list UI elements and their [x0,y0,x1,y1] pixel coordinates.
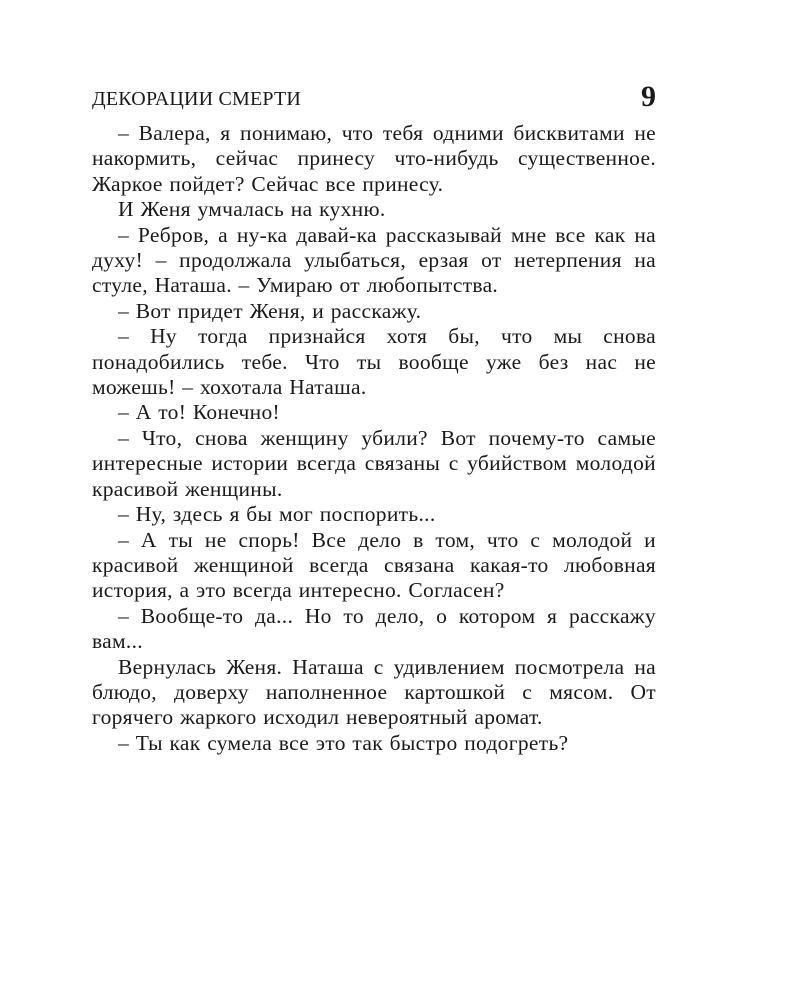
running-head [92,80,656,116]
paragraph: И Женя умчалась на кухню. [118,197,386,222]
running-title: ДЕКОРАЦИИ СМЕРТИ [92,88,302,110]
paragraph: – Вообще-то да... Но то дело, о котором я расскажу вам... [92,603,656,654]
page-number: 9 [641,80,656,113]
paragraph: – Вот придет Женя, и расскажу. [118,298,422,323]
paragraph: – Ребров, а ну-ка давай-ка рассказывай мне все как на духу! – продолжала улыбаться, ерзая от нетерпения на стуле, Наташа. – Умираю от любопытства. [92,222,656,298]
paragraph: – Что, снова женщину убили? Вот почему-то самые интересные истории всегда связаны с убийством молодой красивой женщины. [92,425,656,501]
body-text [92,121,656,756]
paragraph: – Ты как сумела все это так быстро подогреть? [118,730,569,755]
paragraph: – Ну тогда признайся хотя бы, что мы снова понадобились тебе. Что ты вообще уже без нас не можешь! – хохотала Наташа. [92,324,656,400]
paragraph: – А ты не спорь! Все дело в том, что с молодой и красивой женщиной всегда связана какая-то любовная история, а это всегда интересно. Согласен? [92,527,656,603]
paragraph: – Валера, я понимаю, что тебя одними бисквитами не накормить, сейчас принесу что-нибудь существенное. Жаркое пойдет? Сейчас все принесу. [92,121,656,196]
paragraph: Вернулась Женя. Наташа с удивлением посмотрела на блюдо, доверху наполненное картошкой с мясом. От горячего жаркого исходил невероятный аромат. [92,654,656,730]
paragraph: – А то! Конечно! [118,400,280,425]
paragraph: – Ну, здесь я бы мог поспорить... [118,502,436,527]
book-page [92,80,656,756]
